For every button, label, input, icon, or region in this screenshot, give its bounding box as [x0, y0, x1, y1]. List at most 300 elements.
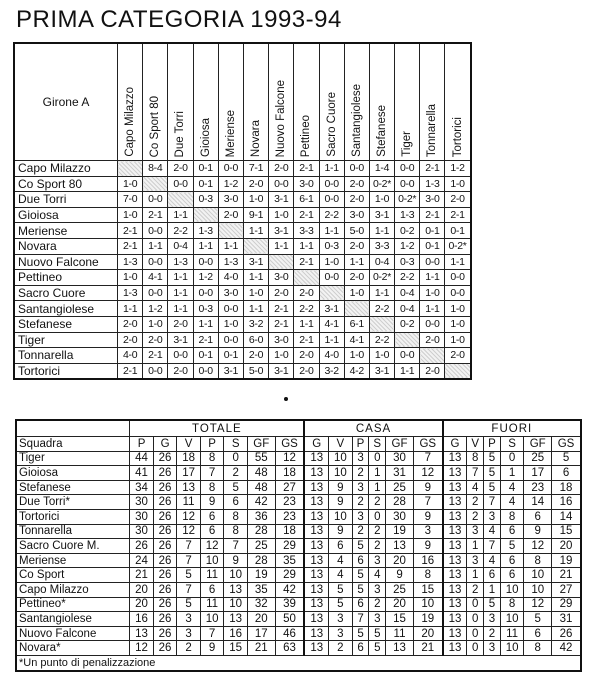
standings-stat-cell: 26	[153, 568, 177, 583]
standings-stat-cell: 5	[500, 539, 524, 554]
matrix-row	[14, 223, 471, 239]
standings-stat-cell: 5	[352, 582, 369, 597]
standings-stat-cell: 23	[524, 480, 552, 495]
standings-stat-cell: 2	[467, 582, 484, 597]
standings-column-header: GF	[386, 437, 414, 452]
matrix-result-cell: 3-1	[218, 363, 243, 379]
matrix-column-header	[193, 43, 218, 161]
standings-stat-cell: 7	[413, 451, 442, 466]
standings-stat-cell: 8	[200, 480, 224, 495]
standings-stat-cell: 13	[304, 553, 328, 568]
standings-stat-cell: 13	[224, 612, 248, 627]
standings-stat-cell: 0	[369, 451, 386, 466]
matrix-result-cell: 0-2*	[369, 176, 394, 192]
matrix-result-cell: 0-0	[168, 176, 193, 192]
standings-stat-cell: 10	[200, 553, 224, 568]
standings-stat-cell: 10	[524, 568, 552, 583]
matrix-column-label: Co Sport 80	[149, 95, 162, 157]
standings-stat-cell: 18	[552, 480, 581, 495]
matrix-result-cell: 1-1	[118, 301, 143, 317]
matrix-result-cell: 0-0	[445, 270, 471, 286]
matrix-result-cell: 1-1	[420, 270, 445, 286]
matrix-result-cell: 0-1	[193, 161, 218, 177]
matrix-result-cell: 1-0	[445, 176, 471, 192]
matrix-row	[14, 161, 471, 177]
matrix-result-cell: 2-1	[294, 207, 319, 223]
standings-stat-cell: 2	[352, 466, 369, 481]
matrix-result-cell: 1-2	[193, 270, 218, 286]
standings-stat-cell: 50	[275, 612, 304, 627]
matrix-result-cell: 2-2	[395, 270, 420, 286]
standings-stat-cell: 12	[275, 451, 304, 466]
matrix-result-cell: 2-0	[168, 161, 193, 177]
matrix-result-cell: 0-0	[143, 223, 168, 239]
matrix-result-cell: 3-0	[420, 192, 445, 208]
matrix-result-cell: 1-0	[243, 192, 268, 208]
matrix-result-cell: 1-1	[168, 285, 193, 301]
matrix-result-cell: 2-0	[218, 207, 243, 223]
standings-stat-cell: 11	[200, 568, 224, 583]
standings-stat-cell: 25	[386, 582, 414, 597]
matrix-diagonal-cell	[143, 176, 168, 192]
standings-stat-cell: 63	[275, 641, 304, 656]
standings-stat-cell: 20	[386, 553, 414, 568]
matrix-result-cell: 0-0	[218, 332, 243, 348]
matrix-result-cell: 2-0	[420, 332, 445, 348]
standings-stat-cell: 19	[386, 524, 414, 539]
standings-stat-cell: 13	[130, 626, 154, 641]
standings-stat-cell: 42	[247, 495, 275, 510]
standings-stat-cell: 8	[200, 451, 224, 466]
matrix-row	[14, 207, 471, 223]
matrix-row-team: Nuovo Falcone	[14, 254, 118, 270]
standings-row	[16, 553, 581, 568]
matrix-result-cell: 1-0	[445, 332, 471, 348]
matrix-result-cell: 2-0	[118, 332, 143, 348]
standings-stat-cell: 10	[500, 612, 524, 627]
standings-row	[16, 568, 581, 583]
standings-stat-cell: 5	[552, 451, 581, 466]
standings-stat-cell: 34	[130, 480, 154, 495]
standings-stat-cell: 11	[386, 626, 414, 641]
matrix-diagonal-cell	[168, 192, 193, 208]
matrix-result-cell: 1-3	[168, 254, 193, 270]
matrix-result-cell: 1-1	[420, 301, 445, 317]
matrix-result-cell: 0-0	[143, 192, 168, 208]
standings-stat-cell: 5	[329, 597, 353, 612]
standings-column-header: GF	[247, 437, 275, 452]
matrix-result-cell: 1-1	[168, 207, 193, 223]
standings-stat-cell: 9	[224, 553, 248, 568]
matrix-result-cell: 1-1	[369, 285, 394, 301]
matrix-column-label: Sacro Cuore	[325, 92, 338, 157]
matrix-row-team: Novara	[14, 238, 118, 254]
standings-stat-cell: 30	[386, 451, 414, 466]
matrix-result-cell: 0-2*	[369, 270, 394, 286]
matrix-result-cell: 0-0	[395, 161, 420, 177]
matrix-diagonal-cell	[344, 301, 369, 317]
matrix-result-cell: 0-0	[218, 161, 243, 177]
standings-stat-cell: 0	[500, 451, 524, 466]
standings-row	[16, 582, 581, 597]
standings-stat-cell: 8	[413, 568, 442, 583]
matrix-column-header	[168, 43, 193, 161]
standings-stat-cell: 13	[443, 451, 467, 466]
standings-stat-cell: 42	[552, 641, 581, 656]
standings-stat-cell: 2	[484, 626, 501, 641]
matrix-result-cell: 0-0	[420, 316, 445, 332]
standings-stat-cell: 13	[304, 539, 328, 554]
standings-stat-cell: 10	[329, 466, 353, 481]
standings-stat-cell: 10	[224, 597, 248, 612]
standings-stat-cell: 0	[467, 597, 484, 612]
matrix-result-cell: 3-0	[269, 270, 294, 286]
matrix-result-cell: 1-1	[319, 161, 344, 177]
matrix-row-team: Sacro Cuore	[14, 285, 118, 301]
standings-team-name: Novara*	[16, 641, 130, 656]
matrix-result-cell: 1-1	[319, 223, 344, 239]
standings-row	[16, 466, 581, 481]
standings-column-header: GF	[524, 437, 552, 452]
matrix-column-label: Nuovo Falcone	[275, 79, 288, 157]
matrix-row	[14, 348, 471, 364]
standings-column-header: P	[130, 437, 154, 452]
matrix-result-cell: 1-3	[118, 254, 143, 270]
matrix-result-cell: 4-0	[319, 348, 344, 364]
matrix-result-cell: 1-2	[395, 238, 420, 254]
standings-stat-cell: 6	[352, 641, 369, 656]
matrix-result-cell: 1-2	[143, 301, 168, 317]
matrix-result-cell: 0-0	[193, 254, 218, 270]
matrix-result-cell: 2-1	[294, 254, 319, 270]
standings-stat-cell: 8	[500, 509, 524, 524]
standings-team-name: Tortorici	[16, 509, 130, 524]
matrix-result-cell: 1-4	[369, 161, 394, 177]
matrix-result-cell: 0-0	[143, 363, 168, 379]
standings-stat-cell: 41	[130, 466, 154, 481]
standings-stat-cell: 2	[369, 495, 386, 510]
matrix-result-cell: 1-0	[420, 285, 445, 301]
standings-stat-cell: 1	[484, 582, 501, 597]
matrix-result-cell: 2-0	[168, 316, 193, 332]
matrix-row-team: Gioiosa	[14, 207, 118, 223]
standings-stat-cell: 11	[500, 626, 524, 641]
standings-column-header: P	[352, 437, 369, 452]
matrix-result-cell: 0-0	[319, 176, 344, 192]
matrix-result-cell: 6-1	[344, 316, 369, 332]
standings-stat-cell: 9	[413, 509, 442, 524]
matrix-column-label: Due Torri	[174, 110, 187, 157]
standings-stat-cell: 8	[467, 451, 484, 466]
matrix-result-cell: 7-1	[243, 161, 268, 177]
matrix-result-cell: 2-0	[344, 270, 369, 286]
standings-stat-cell: 5	[369, 626, 386, 641]
matrix-column-header	[218, 43, 243, 161]
matrix-result-cell: 2-0	[269, 161, 294, 177]
standings-stat-cell: 6	[500, 568, 524, 583]
standings-stat-cell: 6	[200, 509, 224, 524]
matrix-row-team: Capo Milazzo	[14, 161, 118, 177]
matrix-result-cell: 9-1	[243, 207, 268, 223]
standings-stat-cell: 1	[369, 480, 386, 495]
standings-stat-cell: 4	[467, 480, 484, 495]
matrix-result-cell: 1-1	[143, 238, 168, 254]
matrix-result-cell: 2-0	[445, 192, 471, 208]
standings-stat-cell: 6	[224, 495, 248, 510]
standings-stat-cell: 4	[369, 568, 386, 583]
matrix-result-cell: 2-2	[369, 301, 394, 317]
matrix-result-cell: 2-0	[294, 285, 319, 301]
standings-stat-cell: 18	[275, 524, 304, 539]
matrix-result-cell: 4-0	[218, 270, 243, 286]
matrix-result-cell: 8-4	[143, 161, 168, 177]
standings-stat-cell: 9	[329, 524, 353, 539]
standings-column-header: S	[500, 437, 524, 452]
standings-row	[16, 597, 581, 612]
matrix-column-label: Tortorici	[451, 116, 464, 157]
matrix-result-cell: 1-3	[420, 176, 445, 192]
standings-group-spacer	[16, 420, 130, 437]
standings-stat-cell: 2	[369, 539, 386, 554]
standings-stat-cell: 27	[552, 582, 581, 597]
standings-stat-cell: 13	[443, 480, 467, 495]
matrix-result-cell: 1-0	[143, 316, 168, 332]
standings-stat-cell: 13	[224, 582, 248, 597]
standings-stat-cell: 28	[386, 495, 414, 510]
matrix-result-cell: 4-2	[344, 363, 369, 379]
standings-stat-cell: 13	[443, 509, 467, 524]
standings-stat-cell: 13	[304, 582, 328, 597]
matrix-result-cell: 1-0	[269, 348, 294, 364]
standings-stat-cell: 20	[130, 597, 154, 612]
standings-stat-cell: 26	[153, 626, 177, 641]
standings-stat-cell: 0	[467, 612, 484, 627]
matrix-result-cell: 4-1	[344, 332, 369, 348]
standings-stat-cell: 3	[352, 509, 369, 524]
matrix-column-label: Novara	[250, 119, 263, 157]
standings-stat-cell: 28	[247, 524, 275, 539]
standings-row	[16, 495, 581, 510]
standings-team-name: Capo Milazzo	[16, 582, 130, 597]
standings-column-header: GS	[413, 437, 442, 452]
matrix-row-team: Tiger	[14, 332, 118, 348]
matrix-result-cell: 0-2*	[395, 192, 420, 208]
standings-stat-cell: 9	[386, 568, 414, 583]
matrix-column-header	[118, 43, 143, 161]
standings-stat-cell: 1	[500, 466, 524, 481]
standings-stat-cell: 42	[275, 582, 304, 597]
standings-stat-cell: 30	[386, 509, 414, 524]
matrix-column-label: Gioiosa	[199, 118, 212, 157]
matrix-column-header	[143, 43, 168, 161]
standings-stat-cell: 17	[524, 466, 552, 481]
matrix-row-team: Tortorici	[14, 363, 118, 379]
matrix-column-label: Capo Milazzo	[124, 87, 137, 157]
matrix-row-team: Tonnarella	[14, 348, 118, 364]
standings-column-header: GS	[552, 437, 581, 452]
matrix-row-team: Santangiolese	[14, 301, 118, 317]
standings-stat-cell: 5	[352, 626, 369, 641]
matrix-result-cell: 2-1	[269, 316, 294, 332]
standings-stat-cell: 13	[443, 597, 467, 612]
standings-stat-cell: 10	[524, 582, 552, 597]
matrix-result-cell: 2-0	[445, 348, 471, 364]
penalty-footnote: *Un punto di penalizzazione	[16, 655, 581, 670]
matrix-column-header	[445, 43, 471, 161]
standings-stat-cell: 25	[524, 451, 552, 466]
standings-stat-cell: 4	[500, 480, 524, 495]
matrix-result-cell: 3-0	[218, 285, 243, 301]
matrix-result-cell: 0-0	[269, 176, 294, 192]
standings-stat-cell: 9	[200, 495, 224, 510]
matrix-result-cell: 1-1	[369, 223, 394, 239]
standings-stat-cell: 26	[153, 597, 177, 612]
standings-stat-cell: 6	[552, 466, 581, 481]
matrix-diagonal-cell	[395, 332, 420, 348]
matrix-result-cell: 1-0	[118, 270, 143, 286]
matrix-result-cell: 3-1	[269, 192, 294, 208]
matrix-result-cell: 1-1	[193, 316, 218, 332]
standings-stat-cell: 13	[443, 612, 467, 627]
matrix-row-team: Meriense	[14, 223, 118, 239]
matrix-result-cell: 4-1	[319, 316, 344, 332]
standings-stat-cell: 6	[524, 626, 552, 641]
matrix-result-cell: 5-0	[344, 223, 369, 239]
standings-stat-cell: 2	[352, 524, 369, 539]
matrix-result-cell: 2-0	[344, 176, 369, 192]
matrix-result-cell: 2-0	[143, 332, 168, 348]
group-fuori: FUORI	[443, 420, 581, 437]
standings-stat-cell: 20	[413, 626, 442, 641]
matrix-result-cell: 1-0	[344, 348, 369, 364]
matrix-result-cell: 1-0	[243, 285, 268, 301]
matrix-result-cell: 2-2	[319, 207, 344, 223]
standings-column-header: P	[200, 437, 224, 452]
standings-stat-cell: 29	[552, 597, 581, 612]
standings-stat-cell: 2	[329, 641, 353, 656]
matrix-result-cell: 0-0	[344, 161, 369, 177]
standings-stat-cell: 3	[177, 612, 201, 627]
standings-stat-cell: 35	[275, 553, 304, 568]
standings-stat-cell: 0	[224, 451, 248, 466]
matrix-result-cell: 2-0	[294, 363, 319, 379]
matrix-row	[14, 301, 471, 317]
matrix-result-cell: 6-1	[294, 192, 319, 208]
standings-stat-cell: 13	[443, 626, 467, 641]
matrix-column-label: Santangiolese	[350, 84, 363, 157]
matrix-result-cell: 0-2	[395, 316, 420, 332]
standings-stat-cell: 5	[352, 568, 369, 583]
standings-column-header: V	[467, 437, 484, 452]
matrix-corner-label: Girone A	[14, 43, 118, 161]
standings-stat-cell: 0	[369, 509, 386, 524]
matrix-row	[14, 270, 471, 286]
standings-stat-cell: 31	[386, 466, 414, 481]
matrix-result-cell: 1-0	[445, 316, 471, 332]
standings-stat-cell: 29	[275, 539, 304, 554]
standings-stat-cell: 3	[369, 582, 386, 597]
standings-stat-cell: 7	[484, 495, 501, 510]
matrix-result-cell: 0-0	[143, 254, 168, 270]
standings-stat-cell: 13	[177, 480, 201, 495]
standings-stat-cell: 9	[329, 495, 353, 510]
standings-stat-cell: 23	[275, 495, 304, 510]
standings-stat-cell: 3	[352, 451, 369, 466]
standings-stat-cell: 5	[484, 466, 501, 481]
matrix-diagonal-cell	[243, 238, 268, 254]
standings-stat-cell: 7	[413, 495, 442, 510]
standings-stat-cell: 9	[524, 524, 552, 539]
matrix-result-cell: 0-3	[193, 301, 218, 317]
matrix-result-cell: 3-0	[269, 332, 294, 348]
matrix-diagonal-cell	[193, 207, 218, 223]
matrix-result-cell: 3-1	[369, 363, 394, 379]
standings-stat-cell: 2	[369, 524, 386, 539]
matrix-result-cell: 1-3	[395, 207, 420, 223]
standings-stat-cell: 1	[467, 568, 484, 583]
standings-stat-cell: 20	[247, 612, 275, 627]
matrix-result-cell: 1-1	[193, 238, 218, 254]
matrix-row	[14, 316, 471, 332]
matrix-result-cell: 0-0	[395, 348, 420, 364]
standings-stat-cell: 3	[369, 553, 386, 568]
matrix-result-cell: 2-1	[143, 348, 168, 364]
matrix-result-cell: 0-0	[319, 192, 344, 208]
standings-team-name: Due Torri*	[16, 495, 130, 510]
standings-team-name: Tonnarella	[16, 524, 130, 539]
standings-stat-cell: 6	[524, 509, 552, 524]
matrix-diagonal-cell	[118, 161, 143, 177]
matrix-result-cell: 0-0	[420, 254, 445, 270]
standings-stat-cell: 4	[484, 553, 501, 568]
standings-stat-cell: 5	[524, 612, 552, 627]
standings-stat-cell: 11	[200, 597, 224, 612]
standings-stat-cell: 13	[443, 524, 467, 539]
matrix-row-team: Co Sport 80	[14, 176, 118, 192]
standings-stat-cell: 16	[130, 612, 154, 627]
matrix-result-cell: 1-3	[218, 254, 243, 270]
matrix-diagonal-cell	[218, 223, 243, 239]
matrix-result-cell: 2-1	[118, 238, 143, 254]
standings-stat-cell: 16	[552, 495, 581, 510]
standings-stat-cell: 10	[200, 612, 224, 627]
results-matrix	[13, 42, 472, 380]
standings-stat-cell: 26	[153, 553, 177, 568]
standings-stat-cell: 3	[484, 612, 501, 627]
standings-stat-cell: 0	[467, 626, 484, 641]
standings-team-name: Nuovo Falcone	[16, 626, 130, 641]
matrix-result-cell: 1-1	[319, 332, 344, 348]
matrix-result-cell: 1-0	[369, 348, 394, 364]
matrix-result-cell: 2-2	[294, 301, 319, 317]
matrix-result-cell: 0-0	[168, 348, 193, 364]
standings-stat-cell: 7	[200, 466, 224, 481]
standings-stat-cell: 10	[329, 451, 353, 466]
matrix-result-cell: 1-1	[294, 238, 319, 254]
standings-stat-cell: 5	[484, 480, 501, 495]
matrix-result-cell: 2-2	[369, 332, 394, 348]
matrix-result-cell: 2-0	[344, 238, 369, 254]
matrix-header-row	[14, 43, 471, 161]
matrix-result-cell: 2-1	[193, 332, 218, 348]
matrix-result-cell: 2-1	[118, 223, 143, 239]
standings-stat-cell: 12	[524, 539, 552, 554]
matrix-result-cell: 0-4	[168, 238, 193, 254]
standings-stat-cell: 8	[224, 509, 248, 524]
matrix-result-cell: 3-0	[218, 192, 243, 208]
standings-stat-cell: 12	[524, 597, 552, 612]
matrix-result-cell: 1-1	[168, 270, 193, 286]
